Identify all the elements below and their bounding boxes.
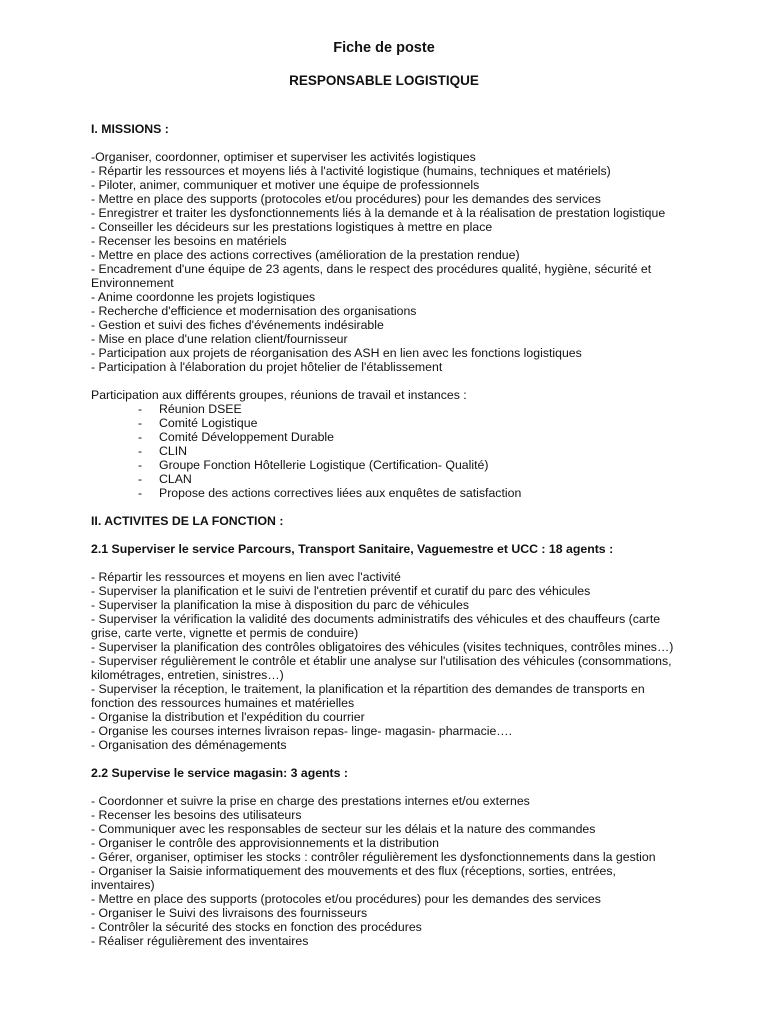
list-dash: - (138, 416, 143, 430)
activity-item: - Superviser la réception, le traitement, la planification et la répartition des demandes de transports en fonction des ressources humaines et matérielles (91, 682, 645, 710)
document-body (91, 122, 681, 948)
activity-item: - Organiser la Saisie informatiquement des mouvements et des flux (réceptions, sorties, entrées, inventaires) (91, 864, 616, 892)
section-2-2-heading: 2.2 Supervise le service magasin: 3 agents : (91, 766, 348, 780)
mission-item: - Enregistrer et traiter les dysfonctionnements liés à la demande et à la réalisation de prestation logistique (91, 206, 666, 220)
activity-item: - Superviser la vérification la validité des documents administratifs des véhicules et des chauffeurs (carte grise, carte verte, vignette et permis de conduire) (91, 612, 661, 640)
activity-item: - Organise les courses internes livraison repas- linge- magasin- pharmacie…. (91, 724, 513, 738)
list-dash: - (138, 458, 143, 472)
section-2-1-heading: 2.1 Superviser le service Parcours, Transport Sanitaire, Vaguemestre et UCC : 18 agents : (91, 542, 614, 556)
activity-item: - Superviser la planification des contrôles obligatoires des véhicules (visites techniques, contrôles mines…) (91, 640, 674, 654)
mission-item: - Mettre en place des actions correctives (amélioration de la prestation rendue) (91, 248, 520, 262)
list-dash: - (138, 430, 143, 444)
participation-list (91, 402, 681, 500)
missions-heading: I. MISSIONS : (91, 122, 169, 136)
activity-item: - Gérer, organiser, optimiser les stocks : contrôler régulièrement les dysfonctionnements dans la gestion (91, 850, 656, 864)
participation-item (91, 430, 681, 444)
participation-item-label: Comité Logistique (159, 416, 258, 430)
activity-item: - Coordonner et suivre la prise en charge des prestations internes et/ou externes (91, 794, 530, 808)
participation-item-label: Propose des actions correctives liées aux enquêtes de satisfaction (159, 486, 522, 500)
participation-item-label: CLAN (159, 472, 192, 486)
activites-heading: II. ACTIVITES DE LA FONCTION : (91, 514, 284, 528)
mission-item: -Organiser, coordonner, optimiser et superviser les activités logistiques (91, 150, 476, 164)
activity-item: - Recenser les besoins des utilisateurs (91, 808, 302, 822)
activity-item: - Organiser le Suivi des livraisons des fournisseurs (91, 906, 368, 920)
document-subtitle: RESPONSABLE LOGISTIQUE (289, 73, 479, 88)
mission-item: - Piloter, animer, communiquer et motiver une équipe de professionnels (91, 178, 480, 192)
section-2-2-list (91, 794, 681, 948)
participation-item (91, 416, 681, 430)
mission-item: - Anime coordonne les projets logistiques (91, 290, 316, 304)
list-dash: - (138, 444, 143, 458)
participation-item (91, 486, 681, 500)
activity-item: - Superviser la planification la mise à disposition du parc de véhicules (91, 598, 469, 612)
mission-item: - Répartir les ressources et moyens liés à l'activité logistique (humains, techniques et matériels) (91, 164, 611, 178)
participation-item (91, 444, 681, 458)
participation-item (91, 402, 681, 416)
participation-item-label: CLIN (159, 444, 188, 458)
participation-item-label: Réunion DSEE (159, 402, 242, 416)
section-2-1-list (91, 570, 681, 752)
mission-item: - Gestion et suivi des fiches d'événements indésirable (91, 318, 384, 332)
activity-item: - Communiquer avec les responsables de secteur sur les délais et la nature des commandes (91, 822, 596, 836)
mission-item: - Participation aux projets de réorganisation des ASH en lien avec les fonctions logistiques (91, 346, 582, 360)
activity-item: - Superviser régulièrement le contrôle et établir une analyse sur l'utilisation des véhicules (consommations, kilométrages, entretien, sinistres…) (91, 654, 672, 682)
mission-item: - Mise en place d'une relation client/fournisseur (91, 332, 348, 346)
activity-item: - Organiser le contrôle des approvisionnements et la distribution (91, 836, 439, 850)
participation-item (91, 472, 681, 486)
participation-item-label: Groupe Fonction Hôtellerie Logistique (Certification- Qualité) (159, 458, 489, 472)
activity-item: - Organisation des déménagements (91, 738, 287, 752)
participation-item (91, 458, 681, 472)
mission-item: - Recenser les besoins en matériels (91, 234, 287, 248)
activity-item: - Répartir les ressources et moyens en lien avec l'activité (91, 570, 401, 584)
document-title: Fiche de poste (333, 40, 435, 56)
list-dash: - (138, 402, 143, 416)
mission-item: - Mettre en place des supports (protocoles et/ou procédures) pour les demandes des services (91, 192, 601, 206)
list-dash: - (138, 486, 143, 500)
mission-item: - Recherche d'efficience et modernisation des organisations (91, 304, 417, 318)
activity-item: - Réaliser régulièrement des inventaires (91, 934, 309, 948)
mission-item: - Participation à l'élaboration du projet hôtelier de l'établissement (91, 360, 443, 374)
list-dash: - (138, 472, 143, 486)
activity-item: - Mettre en place des supports (protocoles et/ou procédures) pour les demandes des services (91, 892, 601, 906)
activity-item: - Superviser la planification et le suivi de l'entretien préventif et curatif du parc des véhicules (91, 584, 591, 598)
mission-item: - Conseiller les décideurs sur les prestations logistiques à mettre en place (91, 220, 493, 234)
activity-item: - Contrôler la sécurité des stocks en fonction des procédures (91, 920, 422, 934)
participation-intro: Participation aux différents groupes, réunions de travail et instances : (91, 388, 467, 402)
activity-item: - Organise la distribution et l'expédition du courrier (91, 710, 365, 724)
participation-item-label: Comité Développement Durable (159, 430, 334, 444)
mission-item: - Encadrement d'une équipe de 23 agents, dans le respect des procédures qualité, hygiène, sécurité et Environnement (91, 262, 652, 290)
missions-list (91, 150, 681, 374)
